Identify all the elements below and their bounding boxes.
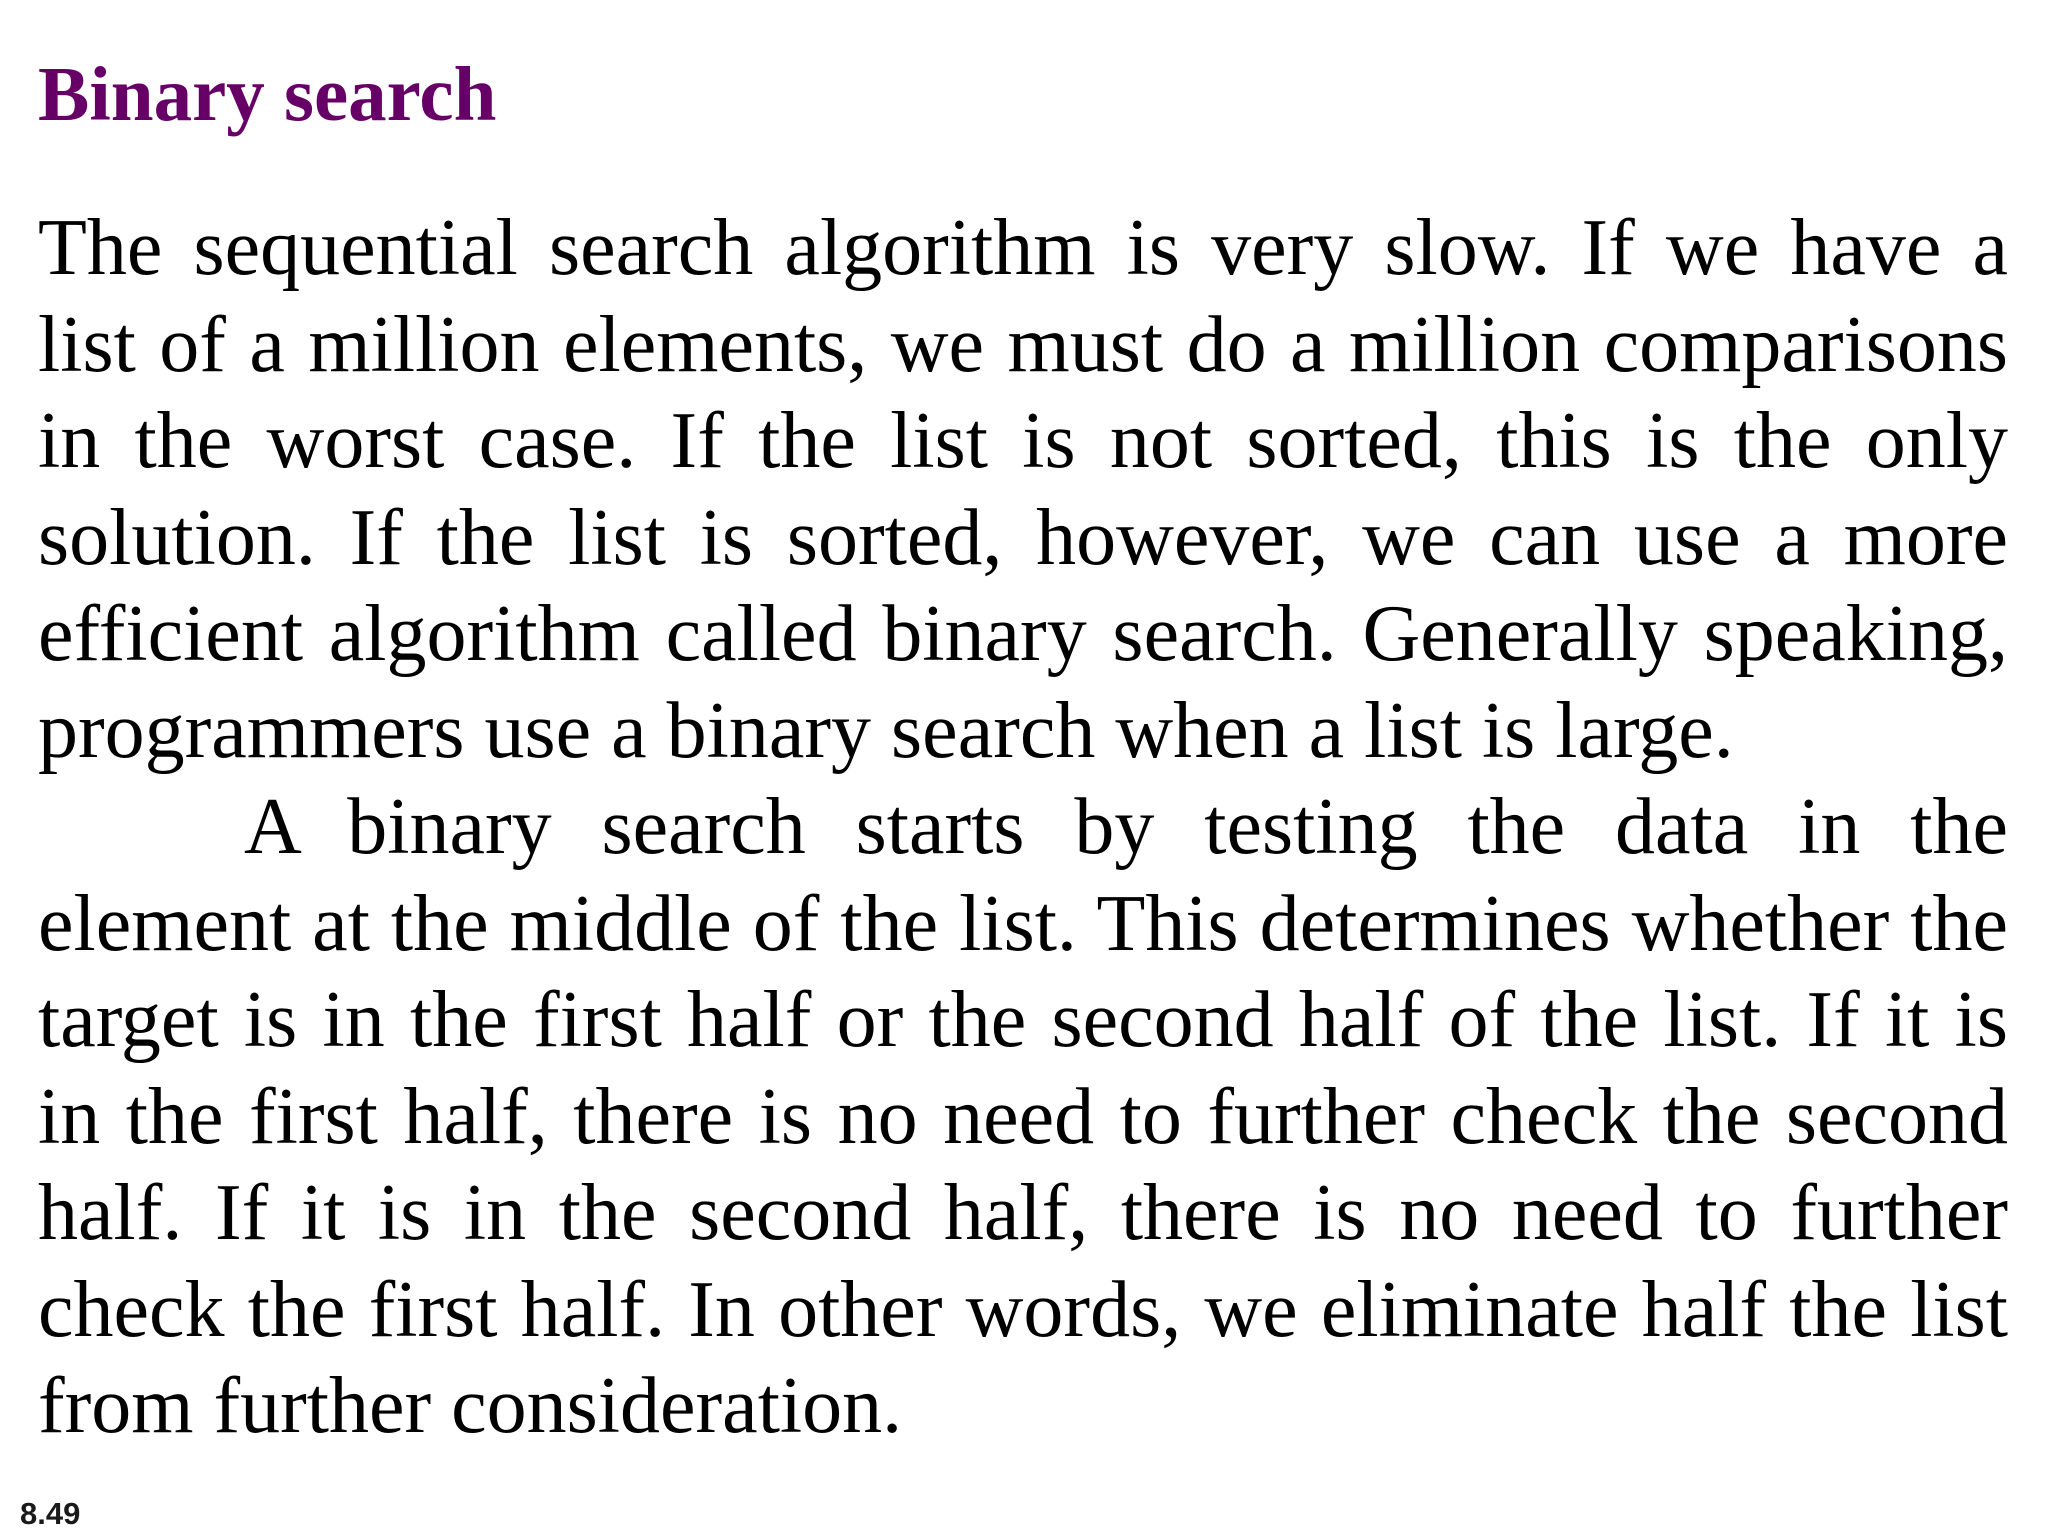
body-paragraph-2: A binary search starts by testing the data in the element at the middle of the list. This determines whether the target is in the first half or the second half of the list. If it is in the first half, there is no need to further check the second half. If it is in the second half, there is no need to further check the first half. In other words, we eliminate half the list from further consideration.: [38, 783, 2008, 1450]
slide-page-number: 8.49: [20, 1496, 81, 1531]
body-paragraph-1: The sequential search algorithm is very slow. If we have a list of a million elements, we must do a million comparisons in the worst case. If the list is not sorted, this is the only solution. If the list is sorted, however, we can use a more efficient algorithm called binary search. Generally speaking, programmers use a binary search when a list is large.: [38, 204, 2008, 775]
slide-body: [38, 200, 2008, 1455]
slide-title: Binary search: [38, 51, 497, 137]
